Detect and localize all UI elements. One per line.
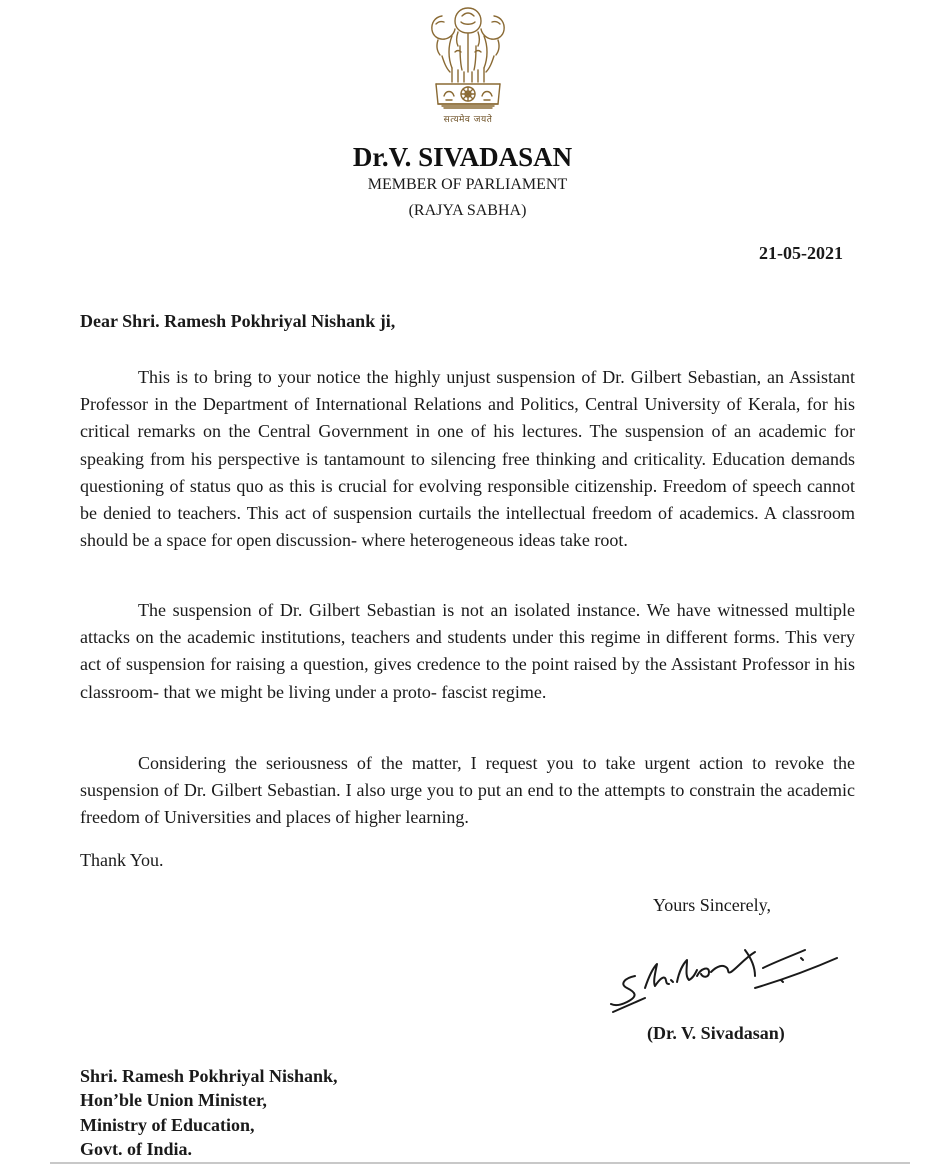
recipient-name: Shri. Ramesh Pokhriyal Nishank, (80, 1066, 338, 1086)
letterhead-title: MEMBER OF PARLIAMENT (367, 176, 568, 193)
body-paragraph: The suspension of Dr. Gilbert Sebastian is not an isolated instance. We have witnessed multiple attacks on the academic institutions, teachers and students under this regime in different forms. This very act of suspension for raising a question, gives credence to the point raised by the Assistant Professor in his classroom- that we might be living under a proto- fascist regime. (80, 600, 855, 702)
recipient-ministry: Ministry of Education, (80, 1114, 255, 1135)
letterhead-house: (RAJYA SABHA) (408, 202, 527, 219)
emblem-motto: सत्यमेव जयते (443, 115, 493, 125)
body-paragraph: Considering the seriousness of the matter, I request you to take urgent action to revoke the suspension of Dr. Gilbert Sebastian. I also urge you to put an end to the attempts to constrain the academic freedom of Universities and places of higher learning. (80, 753, 855, 828)
salutation: Dear Shri. Ramesh Pokhriyal Nishank ji, (80, 311, 396, 331)
recipient-designation: Hon’ble Union Minister, (80, 1090, 267, 1111)
page-edge-divider (50, 1162, 910, 1164)
letter-date: 21-05-2021 (759, 243, 843, 263)
thank-you-line: Thank You. (80, 850, 164, 870)
national-emblem-icon (422, 2, 514, 130)
recipient-address (80, 1064, 338, 1161)
letterhead-name: Dr.V. SIVADASAN (352, 142, 573, 172)
body-paragraph: This is to bring to your notice the highly unjust suspension of Dr. Gilbert Sebastian, an Assistant Professor in the Department of International Relations and Politics, Central University of Kerala, for his critical remarks on the Central Government in one of his lectures. The suspension of an academic for speaking from his perspective is tantamount to silencing free thinking and criticality. Education demands questioning of status quo as this is crucial for evolving responsible citizenship. Freedom of speech cannot be denied to teachers. This act of suspension curtails the intellectual freedom of academics. A classroom should be a space for open discussion- where heterogeneous ideas take root. (80, 367, 855, 551)
signer-name: (Dr. V. Sivadasan) (647, 1023, 785, 1043)
recipient-government: Govt. of India. (80, 1138, 193, 1159)
sign-off: Yours Sincerely, (653, 895, 772, 915)
handwritten-signature (605, 928, 845, 1013)
